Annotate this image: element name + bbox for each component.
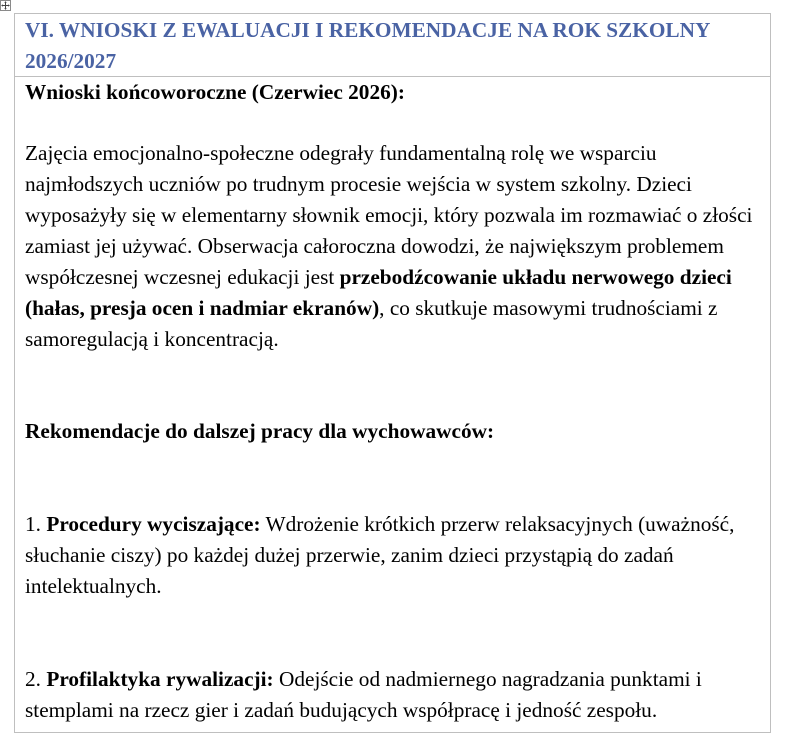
recommendations-heading: Rekomendacje do dalszej pracy dla wychowawców: [25,419,495,443]
conclusions-text-emphasis: przebodźcowanie układu nerwowego dzieci (hałas, presja ocen i nadmiar ekranów) [25,265,732,320]
recommendation-title: Profilaktyka rywalizacji: [46,667,274,691]
conclusions-text-start: Zajęcia emocjonalno-społeczne odegrały fundamentalną rolę we wsparciu najmłodszych uczniów po trudnym procesie wejścia w system szkolny. Dzieci wyposażyły się w elementarny słownik emocji, który pozwala im rozmawiać o złości zamiast jej używać. Obserwacja całoroczna dowodzi, że największym problemem współczesnej wczesnej edukacji jest [25,141,753,289]
recommendation-number: 1. [25,512,41,536]
recommendation-text: Wdrożenie krótkich przerw relaksacyjnych (uważność, słuchanie ciszy) po każdej dużej przerwie, zanim dzieci przystąpią do zadań intelektualnych. [25,512,735,598]
conclusions-text-end: , co skutkuje masowymi trudnościami z samoregulacją i koncentracją. [25,296,718,351]
recommendation-number: 2. [25,667,41,691]
table-move-handle-icon[interactable] [0,0,11,11]
document-table [14,13,771,733]
table-header-cell[interactable] [15,14,770,77]
recommendation-text: Odejście od nadmiernego nagradzania punktami i stemplami na rzecz gier i zadań budujących współpracę i jedność zespołu. [25,667,702,722]
conclusions-paragraph [25,138,765,355]
table-body-cell[interactable] [15,77,770,737]
recommendation-item [25,664,765,726]
conclusions-heading: Wnioski końcoworoczne (Czerwiec 2026): [25,80,405,104]
section-title: VI. WNIOSKI Z EWALUACJI I REKOMENDACJE NA ROK SZKOLNY 2026/2027 [25,18,710,73]
recommendation-title: Procedury wyciszające: [46,512,261,536]
recommendation-item [25,509,765,602]
